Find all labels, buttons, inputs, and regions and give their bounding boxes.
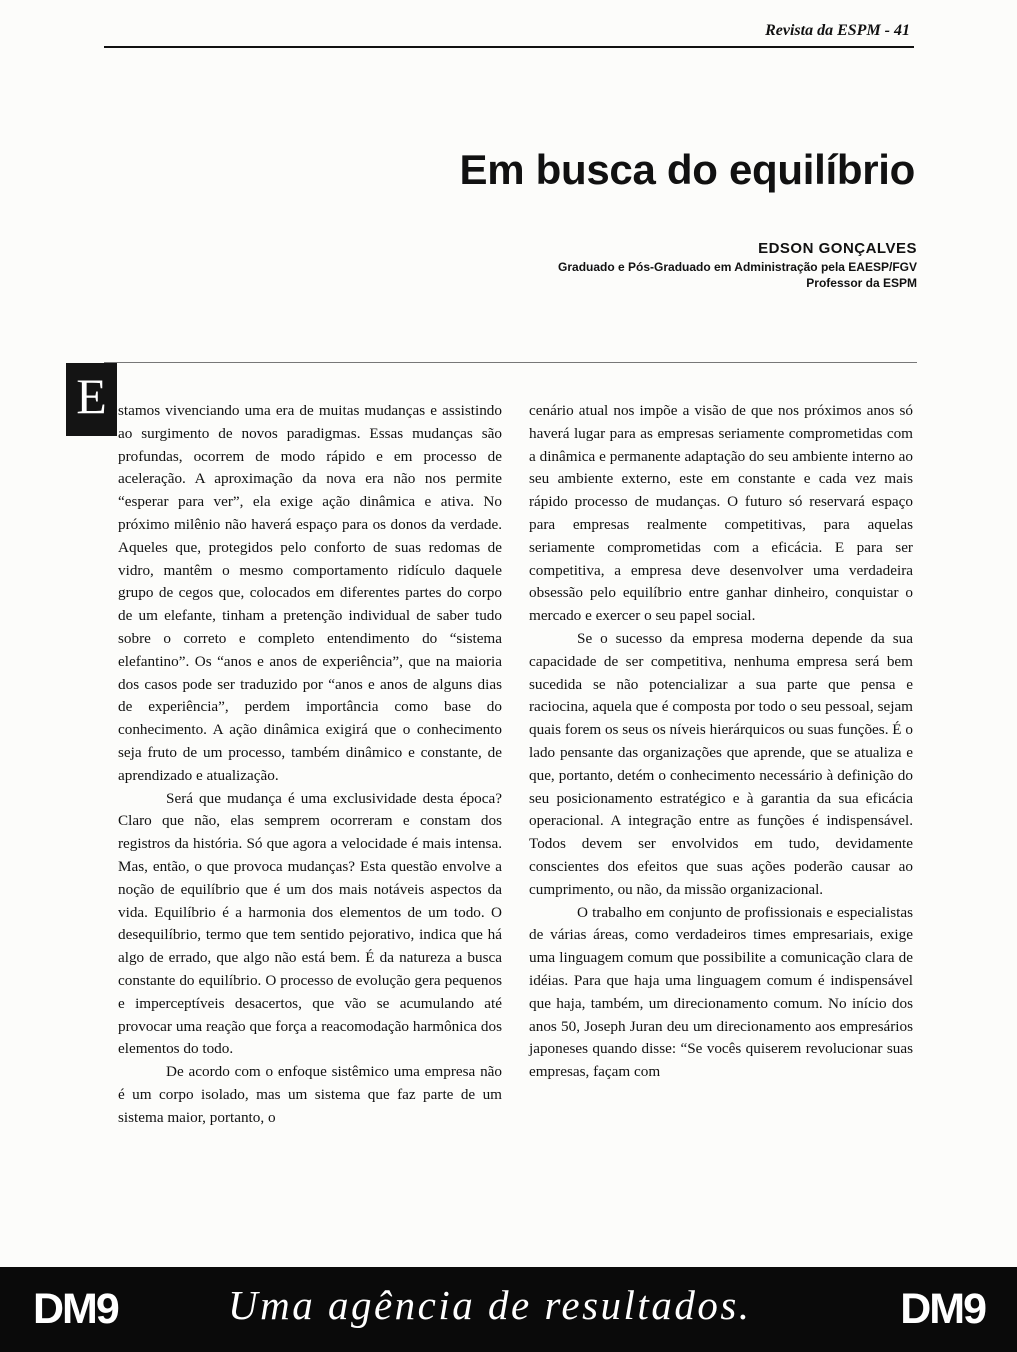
paragraph: Será que mudança é uma exclusividade desta época? Claro que não, elas semprem ocorreram e constam dos registros da história. Só que agora a velocidade é mais intensa. Mas, então, o que provoca mudanças? Esta questão envolve a noção de equilíbrio que é um dos mais notáveis aspectos da vida. Equilíbrio é a harmonia dos elementos de um todo. O desequilíbrio, termo que tem sentido pejorativo, indica que há algo de errado, que algo não está bem. É da natureza a busca constante do equilíbrio. O processo de evolução gera pequenos e imperceptíveis desacertos, que vão se acumulando até provocar uma reação que força a reacomodação harmônica dos elementos do todo. [118,789,502,1058]
author-block [317,239,917,291]
body-column-right [529,400,913,1084]
paragraph: De acordo com o enfoque sistêmico uma empresa não é um corpo isolado, mas um sistema que faz parte de um sistema maior, portanto, o [118,1063,502,1126]
author-credential-1: Graduado e Pós-Graduado em Administração pela EAESP/FGV [558,260,917,274]
running-title: Revista da ESPM - 41 [765,22,910,39]
section-divider [104,362,917,363]
paragraph: O trabalho em conjunto de profissionais e especialistas de várias áreas, como verdadeiros times empresariais, exige uma linguagem comum que possibilite a comunicação clara de idéias. Para que haja uma linguagem comum é indispensável que haja, também, um direcionamento comum. No início dos anos 50, Joseph Juran deu um direcionamento aos empresários japoneses quando disse: “Se vocês quiserem revolucionar suas empresas, façam com [529,903,913,1081]
ad-slogan: Uma agência de resultados. [228,1282,752,1328]
paragraph: cenário atual nos impõe a visão de que nos próximos anos só haverá lugar para as empresas seriamente comprometidas com a dinâmica e permanente adaptação do seu ambiente interno ao seu ambiente externo, este em constante e cada vez mais rápido processo de mudanças. O futuro só reservará espaço para empresas realmente competitivas, para aquelas seriamente comprometidas com a eficácia. E para ser competitiva, a empresa deve desenvolver uma verdadeira obsessão pelo equilíbrio entre ganhar dinheiro, conquistar o mercado e exercer o seu papel social. [529,402,913,625]
author-name: EDSON GONÇALVES [758,240,917,257]
paragraph: Se o sucesso da empresa moderna depende da sua capacidade de ser competitiva, nenhuma empresa será bem sucedida se não potencializar a sua parte que pensa e raciocina, aquela que é composta por todo o seu pessoal, sejam quais forem os seus os níveis hierárquicos ou suas funções. É o lado pensante das organizações que aprende, que se atualiza e que, portanto, detém o conhecimento necessário à definição do seu posicionamento estratégico e à garantia da sua eficácia operacional. A integração entre as funções é indispensável. Todos devem ser envolvidos em tudo, devidamente conscientes dos efeitos que suas ações poderão causar ao cumprimento, ou não, da missão organizacional. [529,629,913,898]
dm9-logo-right: DM9 [900,1285,985,1333]
drop-cap: E [66,363,117,436]
paragraph: stamos vivenciando uma era de muitas mudanças e assistindo ao surgimento de novos paradigmas. Essas mudanças são profundas, ocorrem de modo rápido e em processo de aceleração. A aproximação da nova era não nos permite “esperar para ver”, ela exige ação dinâmica e ativa. No próximo milênio não haverá espaço para os donos da verdade. Aqueles que, protegidos pelo conforto de suas redomas de vidro, mantêm o mesmo comportamento ridículo daquele grupo de cegos que, colocados em diferentes partes do corpo de um elefante, tinham a pretenção individual de saber tudo sobre o correto e completo entendimento do “sistema elefantino”. Os “anos e anos de experiência”, que na maioria dos casos pode ser traduzido por “anos e anos de alguns dias de experiência”, perdem importância como base do conhecimento. A ação dinâmica exigirá que o conhecimento seja fruto de um processo, também dinâmico e constante, de aprendizado e atualização. [118,402,502,784]
body-column-left [118,400,502,1130]
dm9-logo-left: DM9 [33,1285,118,1333]
article-title: Em busca do equilíbrio [459,146,915,193]
author-credential-2: Professor da ESPM [806,276,917,290]
advertisement-banner [0,1267,1017,1352]
running-header [104,22,914,48]
